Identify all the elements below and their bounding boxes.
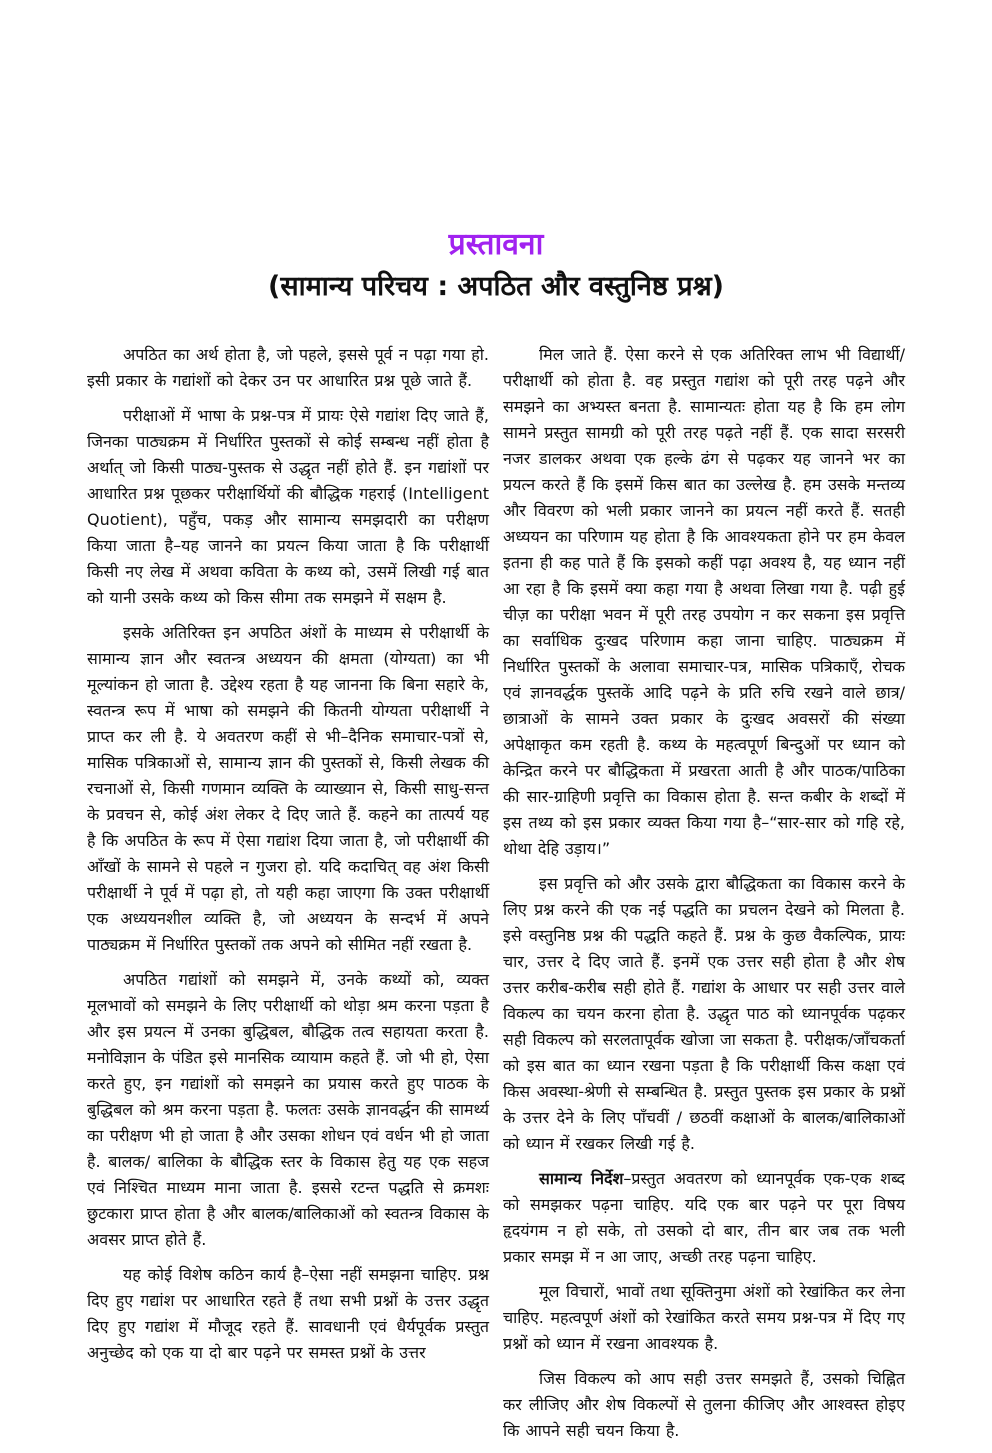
paragraph-left-4: अपठित गद्यांशों को समझने में, उनके कथ्यों को, व्यक्त मूलभावों को समझने के लिए परीक्षार्थी को थोड़ा श्रम करना पड़ता है और इस प्रयत्न में उनका बुद्धिबल, बौद्धिक तत्व सहायता करता है. मनोविज्ञान के पंडित इसे मानसिक व्यायाम कहते हैं. जो भी हो, ऐसा करते हुए, इन गद्यांशों को समझने का प्रयास करते हुए पाठक के बुद्धिबल को श्रम करना पड़ता है. फलतः उसके ज्ञानवर्द्धन की सामर्थ्य का परीक्षण भी हो जाता है और उसका शोधन एवं वर्धन भी हो जाता है. बालक/ बालिका के बौद्धिक स्तर के विकास हेतु यह एक सहज एवं निश्चित माध्यम माना जाता है. इससे रटन्त पद्धति से क्रमशः छुटकारा प्राप्त होता है और बालक/बालिकाओं को स्वतन्त्र विकास के अवसर प्राप्त होते हैं. [87, 970, 489, 1249]
paragraph-right-1: मिल जाते हैं. ऐसा करने से एक अतिरिक्त लाभ भी विद्यार्थी/ परीक्षार्थी को होता है. वह प्रस्तुत गद्यांश को पूरी तरह पढ़ने और समझने का अभ्यस्त बनता है. सामान्यतः होता यह है कि हम लोग सामने प्रस्तुत सामग्री को पूरी तरह पढ़ते नहीं हैं. एक सादा सरसरी नजर डालकर अथवा एक हल्के ढंग से पढ़कर यह जानने भर का प्रयत्न करते हैं कि इसमें किस बात का उल्लेख है. हम उसके मन्तव्य और विवरण को भली प्रकार जानने का प्रयत्न नहीं करते हैं. सतही अध्ययन का परिणाम यह होता है कि आवश्यकता होने पर हम केवल इतना ही कह पाते हैं कि इसको कहीं पढ़ा अवश्य है, यह ध्यान नहीं आ रहा है कि इसमें क्या कहा गया है अथवा लिखा गया है. पढ़ी हुई चीज़ का परीक्षा भवन में पूरी तरह उपयोग न कर सकना इस प्रवृत्ति का सर्वाधिक दुःखद परिणाम कहा जाना चाहिए. पाठ्यक्रम में निर्धारित पुस्तकों के अलावा समाचार-पत्र, मासिक पत्रिकाएँ, रोचक एवं ज्ञानवर्द्धक पुस्तकें आदि पढ़ने के प्रति रुचि रखने वाले छात्र/छात्राओं के सामने उक्त प्रकार के दुःखद अवसरों की संख्या अपेक्षाकृत कम रहती है. कथ्य के महत्वपूर्ण बिन्दुओं पर ध्यान को केन्द्रित करने पर बौद्धिकता में प्रखरता आती है और पाठक/पाठिका की सार-ग्राहिणी प्रवृत्ति का विकास होता है. सन्त कबीर के शब्दों में इस तथ्य को इस प्रकार व्यक्त किया गया है–“सार-सार को गहि रहे, थोथा देहि उड़ाय।” [503, 345, 905, 858]
two-column-layout [87, 342, 905, 1453]
right-column [503, 342, 905, 1453]
paragraph-left-3: इसके अतिरिक्त इन अपठित अंशों के माध्यम से परीक्षार्थी के सामान्य ज्ञान और स्वतन्त्र अध्ययन की क्षमता (योग्यता) का भी मूल्यांकन हो जाता है. उद्देश्य रहता है यह जानना कि बिना सहारे के, स्वतन्त्र रूप में भाषा को समझने की कितनी योग्यता परीक्षार्थी ने प्राप्त कर ली है. ये अवतरण कहीं से भी–दैनिक समाचार-पत्रों से, मासिक पत्रिकाओं से, सामान्य ज्ञान की पुस्तकों से, किसी लेखक की रचनाओं से, किसी गणमान व्यक्ति के व्याख्यान से, किसी साधु-सन्त के प्रवचन से, कोई अंश लेकर दे दिए जाते हैं. कहने का तात्पर्य यह है कि अपठित के रूप में ऐसा गद्यांश दिया जाता है, जो परीक्षार्थी की आँखों के सामने से पहले न गुजरा हो. यदि कदाचित् वह अंश किसी परीक्षार्थी ने पूर्व में पढ़ा हो, तो यही कहा जाएगा कि उक्त परीक्षार्थी एक अध्ययनशील व्यक्ति है, जो अध्ययन के सन्दर्भ में अपने पाठ्यक्रम में निर्धारित पुस्तकों तक अपने को सीमित नहीं रखता है. [87, 623, 489, 954]
general-instructions-label: सामान्य निर्देश [539, 1169, 624, 1188]
paragraph-right-5: जिस विकल्प को आप सही उत्तर समझते हैं, उसको चिह्नित कर लीजिए और शेष विकल्पों से तुलना कीजिए और आश्वस्त होइए कि आपने सही चयन किया है. [503, 1369, 905, 1440]
paragraph-right-3 [503, 1166, 905, 1270]
paragraph-left-1: अपठित का अर्थ होता है, जो पहले, इससे पूर्व न पढ़ा गया हो. इसी प्रकार के गद्यांशों को देकर उन पर आधारित प्रश्न पूछे जाते हैं. [87, 345, 489, 390]
page-title: प्रस्तावना [448, 227, 544, 262]
paragraph-left-2: परीक्षाओं में भाषा के प्रश्न-पत्र में प्रायः ऐसे गद्यांश दिए जाते हैं, जिनका पाठ्यक्रम में निर्धारित पुस्तकों से कोई सम्बन्ध नहीं होता है अर्थात् जो किसी पाठ्य-पुस्तक से उद्धृत नहीं होते हैं. इन गद्यांशों पर आधारित प्रश्न पूछकर परीक्षार्थियों की बौद्धिक गहराई (Intelligent Quotient), पहुँच, पकड़ और सामान्य समझदारी का परीक्षण किया जाता है–यह जानने का प्रयत्न किया जाता है कि परीक्षार्थी किसी नए लेख में अथवा कविता के कथ्य को, उसमें लिखी गई बात को यानी उसके कथ्य को किस सीमा तक समझने में सक्षम है. [87, 406, 489, 607]
general-instructions-text: –प्रस्तुत अवतरण को ध्यानपूर्वक एक-एक शब्द को समझकर पढ़ना चाहिए. यदि एक बार पढ़ने पर पूरा विषय हृदयंगम न हो सके, तो उसको दो बार, तीन बार जब तक भली प्रकार समझ में न आ जाए, अच्छी तरह पढ़ना चाहिए. [503, 1169, 905, 1266]
paragraph-right-2: इस प्रवृत्ति को और उसके द्वारा बौद्धिकता का विकास करने के लिए प्रश्न करने की एक नई पद्धति का प्रचलन देखने को मिलता है. इसे वस्तुनिष्ठ प्रश्न की पद्धति कहते हैं. प्रश्न के कुछ वैकल्पिक, प्रायः चार, उत्तर दे दिए जाते हैं. इनमें एक उत्तर सही होता है और शेष उत्तर करीब-करीब सही होते हैं. गद्यांश के आधार पर सही उत्तर वाले विकल्प का चयन करना होता है. उद्धृत पाठ को ध्यानपूर्वक पढ़कर सही विकल्प को सरलतापूर्वक खोजा जा सकता है. परीक्षक/जाँचकर्ता को इस बात का ध्यान रखना पड़ता है कि परीक्षार्थी किस कक्षा एवं किस अवस्था-श्रेणी से सम्बन्धित है. प्रस्तुत पुस्तक इस प्रकार के प्रश्नों के उत्तर देने के लिए पाँचवीं / छठवीं कक्षाओं के बालक/बालिकाओं को ध्यान में रखकर लिखी गई है. [503, 874, 905, 1153]
page-subtitle: (सामान्य परिचय : अपठित और वस्तुनिष्ठ प्रश्न) [268, 271, 724, 302]
paragraph-right-4: मूल विचारों, भावों तथा सूक्तिनुमा अंशों को रेखांकित कर लेना चाहिए. महत्वपूर्ण अंशों को रेखांकित करते समय प्रश्न-पत्र में दिए गए प्रश्नों को ध्यान में रखना आवश्यक है. [503, 1282, 905, 1353]
left-column [87, 342, 489, 1453]
paragraph-left-5: यह कोई विशेष कठिन कार्य है–ऐसा नहीं समझना चाहिए. प्रश्न दिए हुए गद्यांश पर आधारित रहते हैं तथा सभी प्रश्नों के उत्तर उद्धृत दिए हुए गद्यांश में मौजूद रहते हैं. सावधानी एवं धैर्यपूर्वक प्रस्तुत अनुच्छेद को एक या दो बार पढ़ने पर समस्त प्रश्नों के उत्तर [87, 1265, 489, 1362]
